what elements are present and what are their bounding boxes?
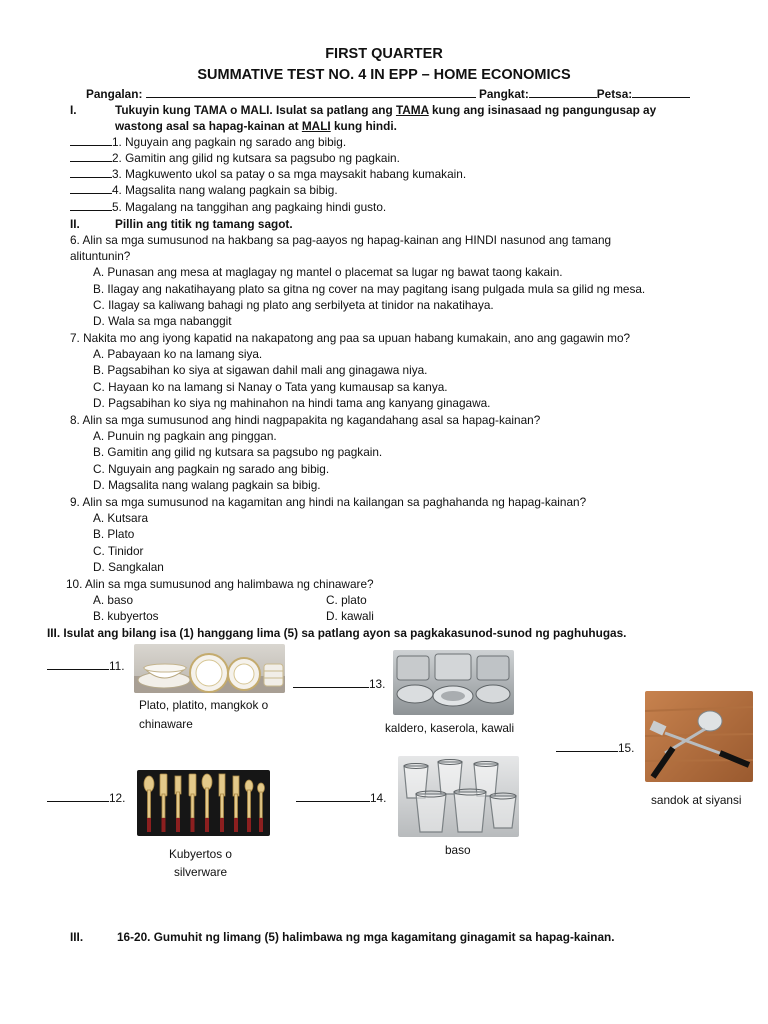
question-6: 6. Alin sa mga sumusunod na hakbang sa pag-aayos ng hapag-kainan ang HINDI nasunod ang tamang	[70, 233, 612, 247]
q10-choice-d: D. kawali	[326, 609, 374, 623]
cutlery-icon	[137, 770, 270, 836]
item-12: 12.	[47, 790, 125, 806]
answer-blank[interactable]	[70, 199, 112, 211]
part1-instruction: Tukuyin kung TAMA o MALI. Isulat sa patlang ang TAMA kung ang isinasaad ng pangungusap ay	[115, 103, 657, 117]
answer-blank[interactable]	[556, 740, 618, 752]
silverware-photo	[137, 770, 270, 836]
item-13: 13.	[293, 676, 385, 692]
answer-blank[interactable]	[296, 790, 370, 802]
answer-blank[interactable]	[47, 658, 109, 670]
q9-choice-d: D. Sangkalan	[93, 560, 164, 574]
date-blank[interactable]	[632, 86, 690, 98]
item-12-caption: Kubyertos o	[169, 847, 232, 861]
tf-item-3: 3. Magkuwento ukol sa patay o sa mga maysakit habang kumakain.	[70, 166, 466, 182]
ladle-spatula-icon	[645, 691, 753, 782]
q6-choice-c: C. Ilagay sa kaliwang bahagi ng plato ang serbilyeta at tinidor na nakatihaya.	[93, 298, 494, 312]
q6-choice-d: D. Wala sa mga nabanggit	[93, 314, 232, 328]
section-label: Pangkat:	[478, 87, 529, 101]
answer-blank[interactable]	[47, 790, 109, 802]
q7-choice-a: A. Pabayaan ko na lamang siya.	[93, 347, 263, 361]
page-title: FIRST QUARTER	[325, 46, 443, 62]
question-7: 7. Nakita mo ang iyong kapatid na nakapatong ang paa sa upuan habang kumakain, ano ang gagawin mo?	[70, 331, 631, 345]
answer-blank[interactable]	[293, 676, 369, 688]
part2-number: II.	[70, 217, 80, 231]
part4-instruction: 16-20. Gumuhit ng limang (5) halimbawa ng mga kagamitang ginagamit sa hapag-kainan.	[117, 930, 615, 944]
question-10: 10. Alin sa mga sumusunod ang halimbawa ng chinaware?	[66, 577, 374, 591]
date-label: Petsa:	[596, 87, 633, 101]
question-6-cont: alituntunin?	[70, 249, 131, 263]
part1-instruction-cont: wastong asal sa hapag-kainan at MALI kung hindi.	[115, 119, 397, 133]
glasses-photo	[398, 756, 519, 837]
q6-choice-a: A. Punasan ang mesa at maglagay ng mantel o placemat sa lugar ng bawat taong kakain.	[93, 265, 563, 279]
pots-icon	[393, 650, 514, 715]
q6-choice-b: B. Ilagay ang nakatihayang plato sa gitna ng cover na may pagitang isang pulgada mula sa gilid ng mesa.	[93, 282, 646, 296]
tf-item-2: 2. Gamitin ang gilid ng kutsara sa pagsubo ng pagkain.	[70, 150, 400, 166]
tf-item-5: 5. Magalang na tanggihan ang pagkaing hindi gusto.	[70, 199, 386, 215]
item-13-caption: kaldero, kaserola, kawali	[385, 721, 515, 735]
q7-choice-b: B. Pagsabihan ko siya at sigawan dahil mali ang ginagawa niya.	[93, 363, 428, 377]
part2-instruction: Pillin ang titik ng tamang sagot.	[115, 217, 293, 231]
item-11-caption-cont: chinaware	[139, 717, 193, 731]
q8-choice-c: C. Nguyain ang pagkain ng sarado ang bibig.	[93, 462, 330, 476]
item-15-caption: sandok at siyansi	[651, 793, 742, 807]
q10-choice-c: C. plato	[326, 593, 367, 607]
part3-instruction: III. Isulat ang bilang isa (1) hanggang lima (5) sa patlang ayon sa pagkakasunod-sunod ng paghuhugas.	[47, 626, 627, 640]
item-14-caption: baso	[445, 843, 471, 857]
part4-number: III.	[70, 930, 84, 944]
section-blank[interactable]	[529, 86, 597, 98]
q8-choice-a: A. Punuin ng pagkain ang pinggan.	[93, 429, 277, 443]
test-title: SUMMATIVE TEST NO. 4 IN EPP – HOME ECONOMICS	[197, 67, 571, 83]
q9-choice-c: C. Tinidor	[93, 544, 144, 558]
answer-blank[interactable]	[70, 150, 112, 162]
chinaware-photo	[134, 644, 285, 693]
name-label: Pangalan:	[86, 87, 143, 101]
item-12-caption-cont: silverware	[174, 865, 228, 879]
answer-blank[interactable]	[70, 182, 112, 194]
question-8: 8. Alin sa mga sumusunod ang hindi nagpapakita ng kagandahang asal sa hapag-kainan?	[70, 413, 541, 427]
tf-item-4: 4. Magsalita nang walang pagkain sa bibig.	[70, 182, 338, 198]
cookware-photo	[393, 650, 514, 715]
part1-number: I.	[70, 103, 77, 117]
q8-choice-b: B. Gamitin ang gilid ng kutsara sa pagsubo ng pagkain.	[93, 445, 383, 459]
item-11-caption: Plato, platito, mangkok o	[139, 698, 269, 712]
question-9: 9. Alin sa mga sumusunod na kagamitan ang hindi na kailangan sa paghahanda ng hapag-kainan?	[70, 495, 587, 509]
q8-choice-d: D. Magsalita nang walang pagkain sa bibig.	[93, 478, 321, 492]
q10-choice-b: B. kubyertos	[93, 609, 159, 623]
chinaware-icon	[134, 644, 285, 693]
item-14: 14.	[296, 790, 386, 806]
q7-choice-c: C. Hayaan ko na lamang si Nanay o Tata yang kumausap sa kanya.	[93, 380, 448, 394]
item-15: 15.	[556, 740, 634, 756]
ladle-photo	[645, 691, 753, 782]
answer-blank[interactable]	[70, 166, 112, 178]
q9-choice-a: A. Kutsara	[93, 511, 149, 525]
tf-item-1: 1. Nguyain ang pagkain ng sarado ang bibig.	[70, 134, 346, 150]
q9-choice-b: B. Plato	[93, 527, 135, 541]
q10-choice-a: A. baso	[93, 593, 134, 607]
answer-blank[interactable]	[70, 134, 112, 146]
name-blank[interactable]	[146, 86, 476, 98]
glass-icon	[398, 756, 519, 837]
item-11: 11.	[47, 658, 125, 674]
name-row	[86, 86, 690, 102]
q7-choice-d: D. Pagsabihan ko siya ng mahinahon na hindi tama ang kanyang ginagawa.	[93, 396, 491, 410]
